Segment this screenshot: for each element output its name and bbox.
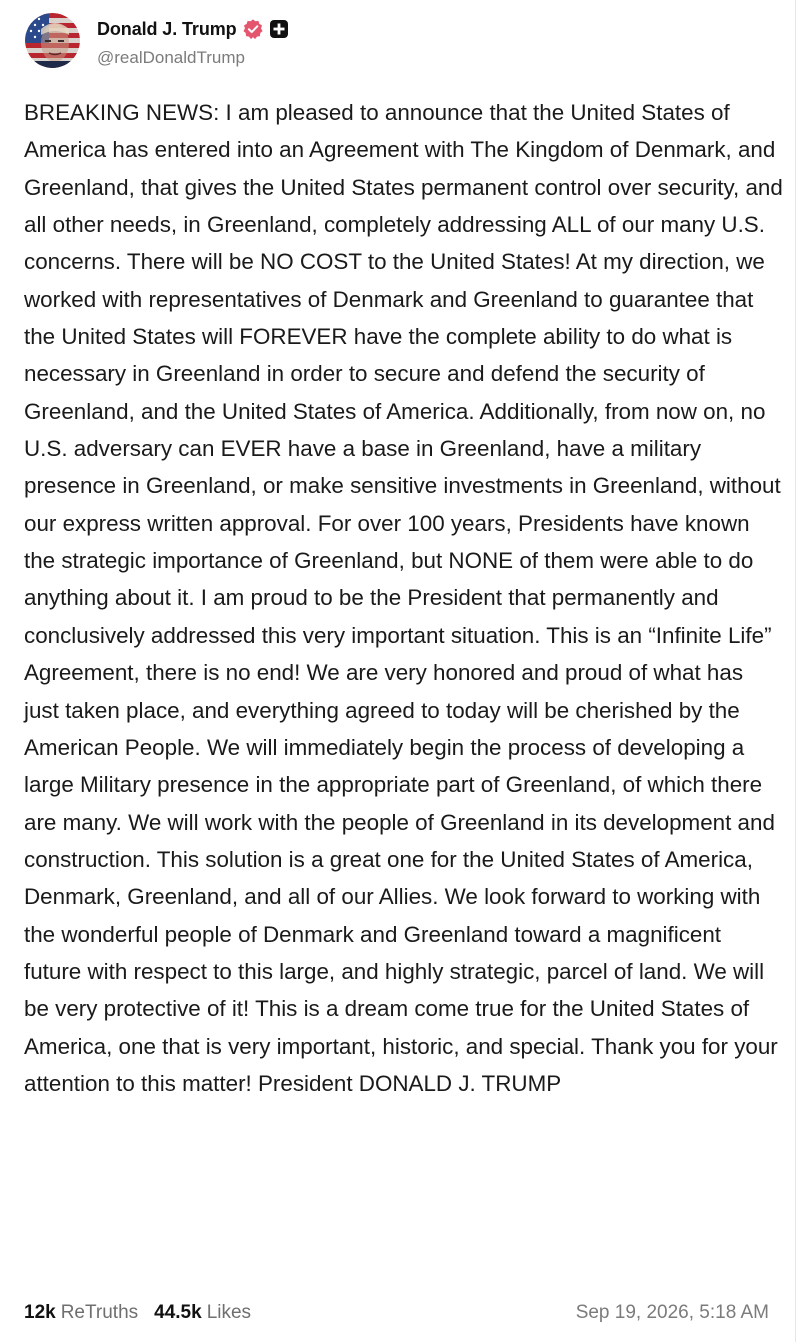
name-row bbox=[97, 16, 289, 42]
american-flag-portrait-icon bbox=[25, 13, 80, 68]
plus-badge-icon bbox=[269, 19, 289, 39]
retruths-stat[interactable] bbox=[24, 1302, 138, 1324]
display-name[interactable]: Donald J. Trump bbox=[97, 18, 237, 39]
retruths-count: 12k bbox=[24, 1302, 56, 1323]
retruths-label: ReTruths bbox=[60, 1302, 139, 1323]
post-header bbox=[25, 13, 289, 68]
likes-count: 44.5k bbox=[154, 1302, 202, 1323]
handle[interactable]: @realDonaldTrump bbox=[97, 48, 245, 67]
post-timestamp[interactable]: Sep 19, 2026, 5:18 AM bbox=[575, 1302, 769, 1323]
likes-stat[interactable] bbox=[154, 1302, 251, 1324]
verified-badge-icon bbox=[242, 18, 264, 40]
author-identity bbox=[97, 16, 289, 68]
post-footer bbox=[24, 1297, 769, 1329]
post-text: BREAKING NEWS: I am pleased to announce that the United States of America has entered into an Agreement with The Kingdom of Denmark, and Greenland, that gives the United States permanent control over security, and all other needs, in Greenland, completely addressing ALL of our many U.S. concerns. There will be NO COST to the United States! At my direction, we worked with representatives of Denmark and Greenland to guarantee that the United States will FOREVER have the complete ability to do what is necessary in Greenland in order to secure and defend the security of Greenland, and the United States of America. Additionally, from now on, no U.S. adversary can EVER have a base in Greenland, have a military presence in Greenland, or make sensitive investments in Greenland, without our express written approval. For over 100 years, Presidents have known the strategic importance of Greenland, but NONE of them were able to do anything about it. I am proud to be the President that permanently and conclusively addressed this very important situation. This is an “Infinite Life” Agreement, there is no end! We are very honored and proud of what has just taken place, and everything agreed to today will be cherished by the American People. We will immediately begin the process of developing a large Military presence in the appropriate part of Greenland, of which there are many. We will work with the people of Greenland in its development and construction. This solution is a great one for the United States of America, Denmark, Greenland, and all of our Allies. We look forward to working with the wonderful people of Denmark and Greenland toward a magnificent future with respect to this large, and highly strategic, parcel of land. We will be very protective of it! This is a dream come true for the United States of America, one that is very important, historic, and special. Thank you for your attention to this matter! President DONALD J. TRUMP bbox=[24, 100, 790, 1096]
avatar[interactable] bbox=[25, 13, 80, 68]
likes-label: Likes bbox=[206, 1302, 252, 1323]
